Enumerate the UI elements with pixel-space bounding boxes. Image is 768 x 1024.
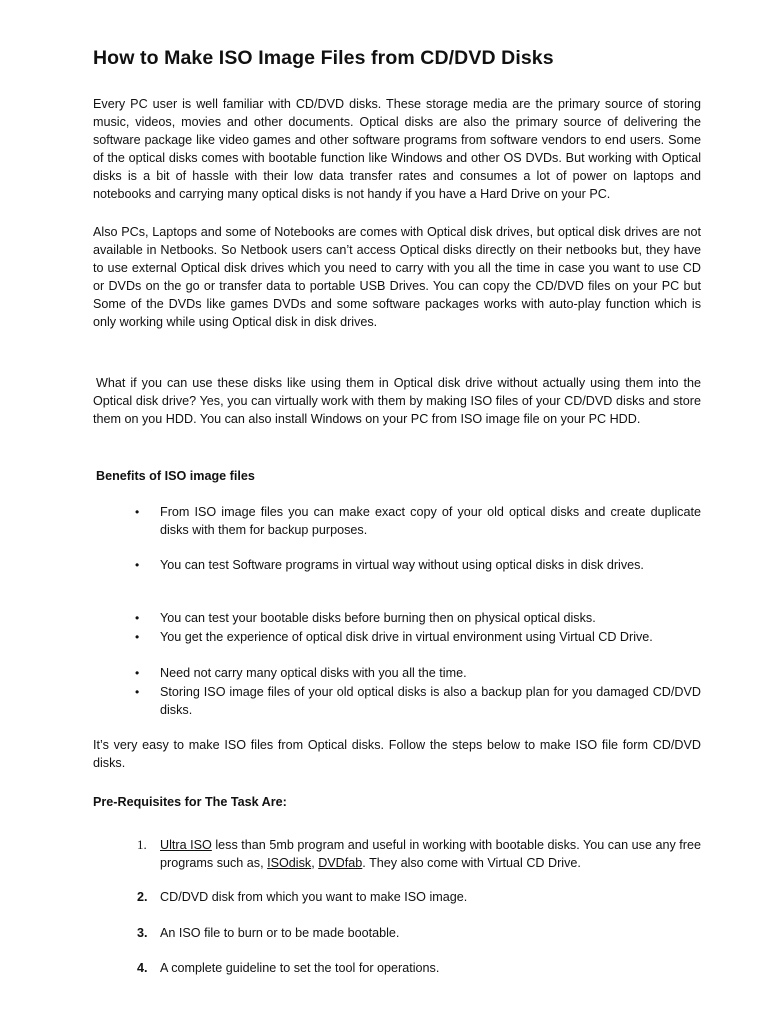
step-text: A complete guideline to set the tool for operations. — [160, 961, 440, 975]
intro-paragraph: Every PC user is well familiar with CD/DVD disks. These storage media are the primary source of storing music, videos, movies and other documents. Optical disks are also the primary source of delivering the software package like video games and other software programs from software vendors to end users. Some of the optical disks comes with bootable function like Windows and other OS DVDs. But working with Optical disks is a bit of hassle with their low data transfer rates and consumes a lot of power on laptops and notebooks and carrying many optical disks is not handy if you have a Hard Drive on your PC. — [93, 97, 701, 201]
list-item — [137, 836, 701, 872]
bullet-icon: • — [135, 666, 140, 680]
step-number: 2. — [137, 890, 148, 904]
list-item — [135, 683, 701, 719]
list-item-text: Need not carry many optical disks with you all the time. — [160, 666, 467, 680]
step-number: 1. — [137, 837, 147, 852]
bullet-icon: • — [135, 685, 140, 699]
instructions-paragraph: It’s very easy to make ISO files from Optical disks. Follow the steps below to make ISO file form CD/DVD disks. — [93, 738, 701, 770]
list-item — [135, 503, 701, 539]
step-text: less than 5mb program and useful in working with bootable disks. You can use any free programs such as, — [160, 838, 701, 870]
page-title: How to Make ISO Image Files from CD/DVD Disks — [93, 47, 554, 69]
step-text: . They also come with Virtual CD Drive. — [362, 856, 581, 870]
list-item — [135, 556, 701, 574]
list-item — [137, 888, 701, 906]
isodisk-link[interactable]: ISOdisk — [267, 856, 312, 870]
list-item — [135, 609, 701, 627]
list-item-text: You get the experience of optical disk drive in virtual environment using Virtual CD Drive. — [160, 630, 653, 644]
list-item — [137, 924, 701, 942]
benefits-heading: Benefits of ISO image files — [96, 469, 255, 483]
virtual-disk-paragraph: What if you can use these disks like using them in Optical disk drive without actually using them into the Optical disk drive? Yes, you can virtually work with them by making ISO files of your CD/DVD disks and store them on you HDD. You can also install Windows on your PC from ISO image file on your PC HDD. — [93, 376, 701, 426]
list-item-text: You can test Software programs in virtual way without using optical disks in disk drives. — [160, 558, 644, 572]
ultra-iso-link[interactable]: Ultra ISO — [160, 838, 212, 852]
step-text: CD/DVD disk from which you want to make ISO image. — [160, 890, 468, 904]
prerequisites-heading: Pre-Requisites for The Task Are: — [93, 795, 287, 809]
step-number: 3. — [137, 926, 148, 940]
dvdfab-link[interactable]: DVDfab — [318, 856, 363, 870]
list-item — [137, 959, 701, 977]
bullet-icon: • — [135, 505, 140, 519]
bullet-icon: • — [135, 558, 140, 572]
list-item-text: From ISO image files you can make exact copy of your old optical disks and create duplicate disks with them for backup purposes. — [160, 505, 701, 537]
netbook-paragraph: Also PCs, Laptops and some of Notebooks are comes with Optical disk drives, but optical disk drives are not available in Netbooks. So Netbook users can’t access Optical disks directly on their netbooks but, they have to use external Optical disk drives which you need to carry with you all the time in case you want to use CD or DVDs on the go or transfer data to portable USB Drives. You can copy the CD/DVD files on your PC but Some of the DVDs like games DVDs and some software packages works with auto-play function which is only working while using Optical disk in disk drives. — [93, 225, 701, 329]
list-item — [135, 628, 701, 646]
step-text: An ISO file to burn or to be made bootable. — [160, 926, 400, 940]
bullet-icon: • — [135, 611, 140, 625]
bullet-icon: • — [135, 630, 140, 644]
list-item-text: Storing ISO image files of your old optical disks is also a backup plan for you damaged CD/DVD disks. — [160, 685, 701, 717]
step-separator: , — [311, 856, 319, 870]
list-item-text: You can test your bootable disks before burning then on physical optical disks. — [160, 611, 596, 625]
list-item — [135, 664, 701, 682]
step-number: 4. — [137, 961, 148, 975]
